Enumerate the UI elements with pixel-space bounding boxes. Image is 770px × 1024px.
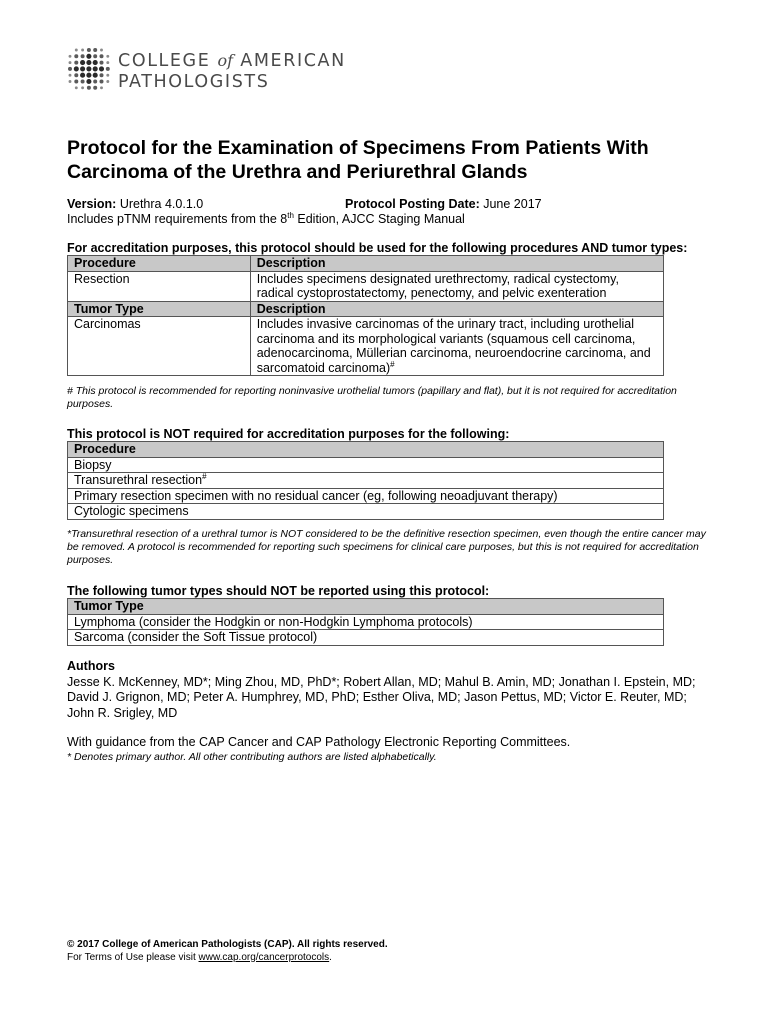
table-row: Cytologic specimens (68, 504, 664, 520)
table-header-row: Procedure (68, 442, 664, 458)
cap-logo-dots-icon (66, 46, 112, 92)
not-reported-heading: The following tumor types should NOT be reported using this protocol: (67, 584, 490, 598)
not-reported-table (67, 598, 664, 646)
table-row: Transurethral resection# (68, 473, 664, 489)
not-required-heading: This protocol is NOT required for accreditation purposes for the following: (67, 427, 510, 441)
table-header-row: Tumor Type Description (68, 301, 664, 317)
accreditation-table (67, 255, 664, 376)
primary-author-note: * Denotes primary author. All other contributing authors are listed alphabetically. (67, 751, 437, 763)
version-value: Urethra 4.0.1.0 (119, 197, 204, 211)
table-row: Primary resection specimen with no residual cancer (eg, following neoadjuvant therapy) (68, 488, 664, 504)
authors-heading: Authors (67, 659, 115, 673)
authors-section (67, 659, 712, 721)
guidance-text: With guidance from the CAP Cancer and CAP Pathology Electronic Reporting Committees. (67, 735, 571, 749)
table-row: Resection Includes specimens designated urethrectomy, radical cystectomy, radical cystoprostatectomy, penectomy, and pelvic exenteration (68, 271, 664, 301)
accreditation-footnote: # This protocol is recommended for reporting noninvasive urothelial tumors (papillary and flat), but it is not required for accreditation purposes. (67, 385, 677, 410)
not-required-table (67, 441, 664, 520)
page-footer (67, 939, 388, 964)
copyright: © 2017 College of American Pathologists (CAP). All rights reserved. (67, 939, 388, 950)
accreditation-heading: For accreditation purposes, this protocol should be used for the following procedures AND tumor types: (67, 241, 688, 255)
table-row: Biopsy (68, 457, 664, 473)
authors-list: Jesse K. McKenney, MD*; Ming Zhou, MD, PhD*; Robert Allan, MD; Mahul B. Amin, MD; Jonathan I. Epstein, MD; David J. Grignon, MD; Peter A. Humphrey, MD, PhD; Esther Oliva, MD; Jason Pettus, MD; Victor E. Reuter, MD; John R. Srigley, MD (67, 674, 696, 720)
cancer-protocols-link[interactable]: www.cap.org/cancerprotocols (198, 951, 330, 963)
ajcc-note: Includes pTNM requirements from the 8th Edition, AJCC Staging Manual (67, 210, 465, 226)
guidance-block (67, 735, 570, 765)
table-row: Carcinomas Includes invasive carcinomas of the urinary tract, including urothelial carcinoma and its morphological variants (squamous cell carcinoma, adenocarcinoma, Müllerian carcinoma, neuroendocrine carcinoma, and sarcomatoid carcinoma)# (68, 317, 664, 376)
posting-date: Protocol Posting Date: June 2017 (345, 197, 542, 211)
page-title: Protocol for the Examination of Specimens From Patients With Carcinoma of the Urethra and Periurethral Glands (67, 137, 649, 183)
table-header-row: Tumor Type (68, 599, 664, 615)
not-required-footnote: *Transurethral resection of a urethral tumor is NOT considered to be the definitive resection specimen, even though the entire cancer may be removed. A protocol is recommended for reporting such specimens for clinical care purposes, but this is not required for accreditation purposes. (67, 528, 706, 566)
protocol-meta (67, 197, 707, 227)
table-header-row: Procedure Description (68, 256, 664, 272)
table-row: Sarcoma (consider the Soft Tissue protocol) (68, 630, 664, 646)
terms-of-use: For Terms of Use please visit www.cap.org/cancerprotocols. (67, 951, 332, 963)
cap-logo-wordmark: COLLEGE of AMERICAN PATHOLOGISTS (118, 51, 346, 92)
table-row: Lymphoma (consider the Hodgkin or non-Hodgkin Lymphoma protocols) (68, 614, 664, 630)
version-label: Version: (67, 197, 117, 211)
